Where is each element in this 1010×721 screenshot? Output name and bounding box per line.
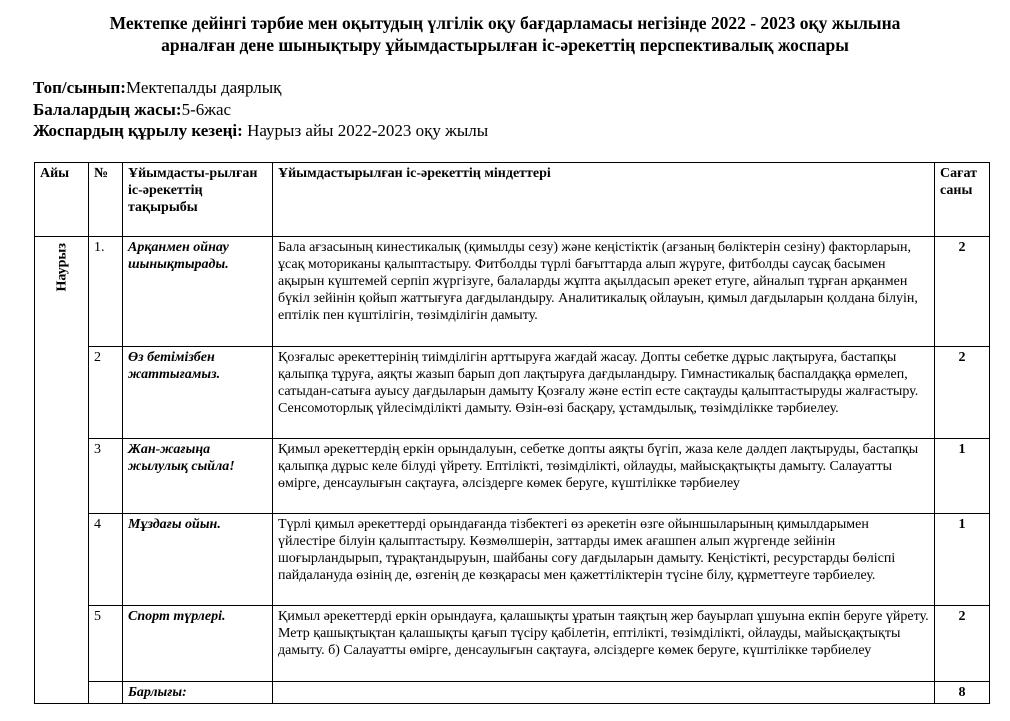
meta-period — [33, 121, 488, 141]
month-cell — [35, 237, 89, 704]
total-description-empty — [273, 682, 935, 704]
row-number: 1. — [89, 237, 123, 347]
row-description: Қозғалыс әрекеттерінің тиімділігін арттыруға жағдай жасау. Допты себетке дұрыс лақтыруға, бастапқы қалыпқа тұруға, аяқты жазып барып доп лақтыруға дағдыландыру. Гимнастикалық баспалдаққа өрмелеп, сатыдан-сатыға ауысу дағдыларын дамыту Қозғалу және естіп есте сақтауды қалыптастыруды жалғастыру. Сенсомоторлық үйлесімділікті дамыту. Өзін-өзі басқару, ұстамдылық, төзімділікке тәрбиелеу. — [273, 347, 935, 439]
row-hours: 2 — [935, 347, 990, 439]
row-topic: Арқанмен ойнау шынықтырады. — [123, 237, 273, 347]
header-hours: Сағат саны — [935, 163, 990, 237]
month-label: Наурыз — [54, 243, 69, 292]
row-description: Түрлі қимыл әрекеттерді орындағанда тізбектегі өз әрекетін өзге ойыншыларының қимылдарымен үйлестіре білуін қалыптастыру. Көзмөлшерін, заттарды имек ағашпен алып жүргенде зейінін шоғырландырып, тұрақтандыруын, шайбаны соғу дағдыларын дамыту. Кеңістікті, ресурстарды бөліспі пайдалануда өзінің де, өзгенің де көзқарасы мен қажеттіліктерін түсіне білу, құрметтеуге тәрбиелеу. — [273, 514, 935, 606]
row-topic: Мұздағы ойын. — [123, 514, 273, 606]
header-topic: Ұйымдасты-рылған іс-әрекеттің тақырыбы — [123, 163, 273, 237]
row-number: 5 — [89, 606, 123, 682]
plan-table — [34, 162, 990, 704]
total-row — [35, 682, 990, 704]
header-number: № — [89, 163, 123, 237]
table-row — [35, 606, 990, 682]
row-description: Қимыл әрекеттердің еркін орындалуын, себетке допты аяқты бүгіп, жаза келе дәлдеп лақтыруды, бастапқы қалыпқа дұрыс келе білуді үйрету. Ептілікті, төзімділікті, ойлауды, майысқақтықты дамыту. Салауатты өмірге, денсаулығын сақтауға, әлсіздерге көмек беруге, күштілікке тәрбиелеу — [273, 439, 935, 514]
period-label: Жоспардың құрылу кезеңі: — [33, 121, 243, 140]
period-value: Наурыз айы 2022-2023 оқу жылы — [242, 121, 489, 140]
group-label: Топ/сынып: — [33, 78, 126, 97]
total-number-empty — [89, 682, 123, 704]
table-row — [35, 514, 990, 606]
row-hours: 1 — [935, 514, 990, 606]
group-value: Мектепалды даярлық — [125, 78, 282, 97]
row-topic: Өз бетімізбен жаттығамыз. — [123, 347, 273, 439]
row-number: 2 — [89, 347, 123, 439]
table-row — [35, 439, 990, 514]
table-row — [35, 237, 990, 347]
header-tasks: Ұйымдастырылған іс-әрекеттің міндеттері — [273, 163, 935, 237]
row-number: 3 — [89, 439, 123, 514]
table-row — [35, 347, 990, 439]
header-row — [35, 163, 990, 237]
title-line-1: Мектепке дейінгі тәрбие мен оқытудың үлгілік оқу бағдарламасы негізінде 2022 - 2023 оқу жылына — [109, 13, 901, 33]
document-title — [20, 12, 990, 56]
row-topic: Спорт түрлері. — [123, 606, 273, 682]
row-description: Бала ағзасының кинестикалық (қимылды сезу) және кеңістіктік (ағзаның бөліктерін сезіну) факторларын, ұсақ моториканы қалыптастыру. Фитболды түрлі бағыттарда алып жүруге, фитболды саусақ басымен ақырын күштемей серпіп жүргізуге, балаларды жұпта ақылдасып әрекет етуге, айналып тұрған арқанмен бүкіл зейінін қойып жаттығуға дағдыландыру. Аналитикалық ойлауын, қимыл дағдыларын қолдана білуін, ептілік пен күштілігін, төзімділігін дамыту. — [273, 237, 935, 347]
age-value: 5-6жас — [181, 100, 232, 119]
total-label: Барлығы: — [123, 682, 273, 704]
meta-group — [33, 78, 281, 98]
total-hours: 8 — [935, 682, 990, 704]
row-hours: 1 — [935, 439, 990, 514]
row-hours: 2 — [935, 606, 990, 682]
row-hours: 2 — [935, 237, 990, 347]
title-line-2: арналған дене шынықтыру ұйымдастырылған іс-әрекеттің перспективалық жоспары — [161, 35, 849, 55]
row-number: 4 — [89, 514, 123, 606]
age-label: Балалардың жасы: — [33, 100, 182, 119]
meta-age — [33, 100, 231, 120]
row-topic: Жан-жағыңа жылулық сыйла! — [123, 439, 273, 514]
row-description: Қимыл әрекеттерді еркін орындауға, қалашықты ұратын таяқтың жер бауырлап ұшуына екпін беруге үйрету. Метр қашықтықтан қалашықты қағып түсіру қабілетін, ептілікті, төзімділікті, ойлауды, майысқақтықты дамыту. б) Салауатты өмірге, денсаулығын сақтауға, әлсіздерге көмек беруге, күштілікке тәрбиелеу — [273, 606, 935, 682]
header-month: Айы — [35, 163, 89, 237]
